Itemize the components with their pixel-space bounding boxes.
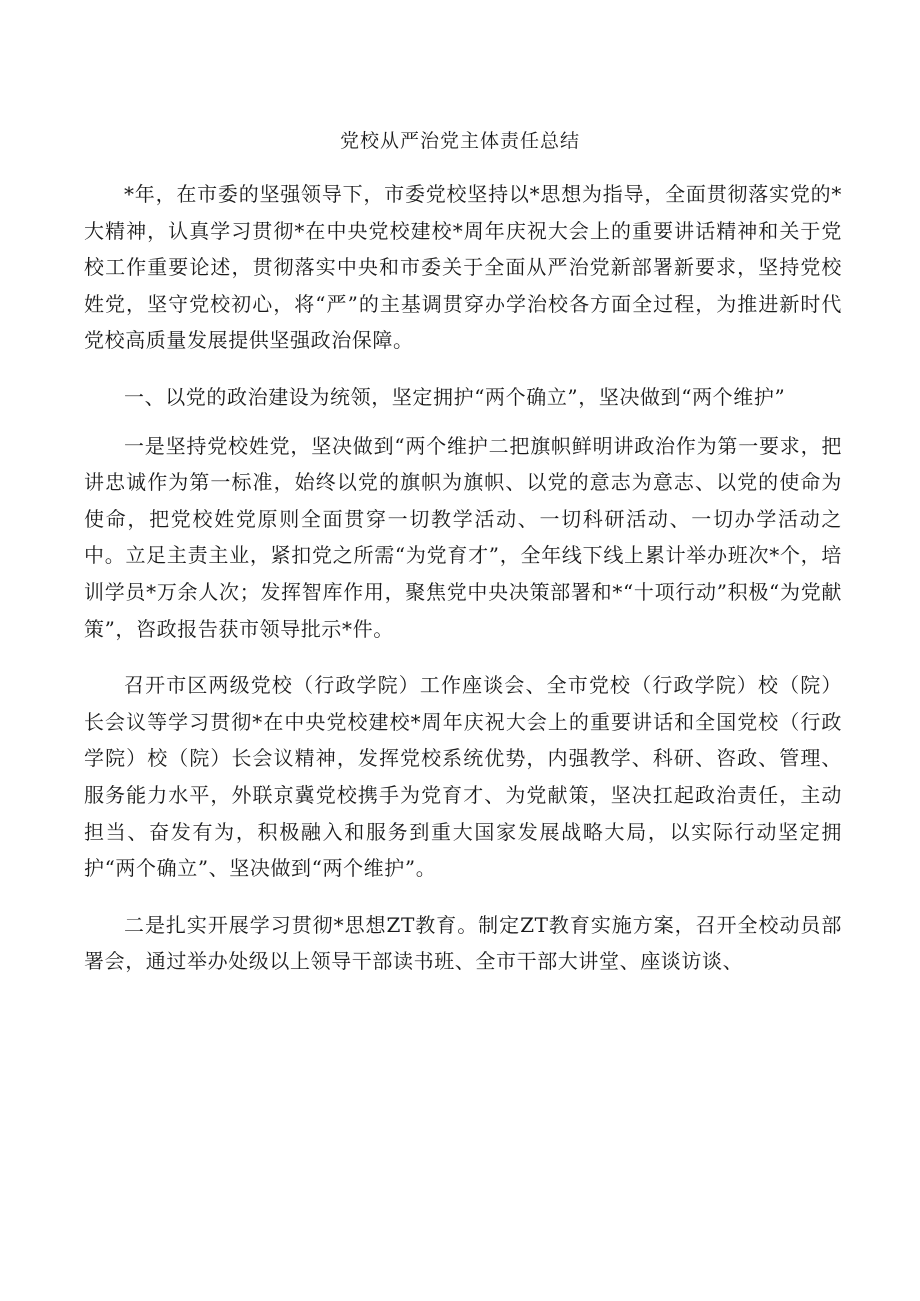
section-heading-1: 一、以党的政治建设为统领，坚定拥护“两个确立”，坚决做到“两个维护” [124, 384, 786, 409]
document-body [84, 176, 842, 980]
paragraph-point-1: 一是坚持党校姓党，坚决做到“两个维护二把旗帜鲜明讲政治作为第一要求，把讲忠诚作为第一标准，始终以党的旗帜为旗帜、以党的意志为意志、以党的使命为使命，把党校姓党原则全面贯穿一切教学活动、一切科研活动、一切办学活动之中。立足主责主业，紧扣党之所需“为党育才”，全年线下线上累计举办班次*个，培训学员*万余人次；发挥智库作用，聚焦党中央决策部署和*“十项行动”积极“为党献策”，咨政报告获市领导批示*件。 [84, 433, 842, 641]
paragraph-point-2: 二是扎实开展学习贯彻*思想ZT教育。制定ZT教育实施方案，召开全校动员部署会，通过举办处级以上领导干部读书班、全市干部大讲堂、座谈访谈、 [84, 912, 842, 974]
paragraph-meetings: 召开市区两级党校（行政学院）工作座谈会、全市党校（行政学院）校（院）长会议等学习贯彻*在中央党校建校*周年庆祝大会上的重要讲话和全国党校（行政学院）校（院）长会议精神，发挥党校系统优势，内强教学、科研、咨政、管理、服务能力水平，外联京冀党校携手为党育才、为党献策，坚决扛起政治责任，主动担当、奋发有为，积极融入和服务到重大国家发展战略大局，以实际行动坚定拥护“两个确立”、坚决做到“两个维护”。 [84, 673, 842, 881]
document-title: 党校从严治党主体责任总结 [339, 130, 580, 152]
paragraph-intro: *年，在市委的坚强领导下，市委党校坚持以*思想为指导，全面贯彻落实党的*大精神，认真学习贯彻*在中央党校建校*周年庆祝大会上的重要讲话精神和关于党校工作重要论述，贯彻落实中央和市委关于全面从严治党新部署新要求，坚持党校姓党，坚守党校初心，将“严”的主基调贯穿办学治校各方面全过程，为推进新时代党校高质量发展提供坚强政治保障。 [84, 182, 842, 353]
